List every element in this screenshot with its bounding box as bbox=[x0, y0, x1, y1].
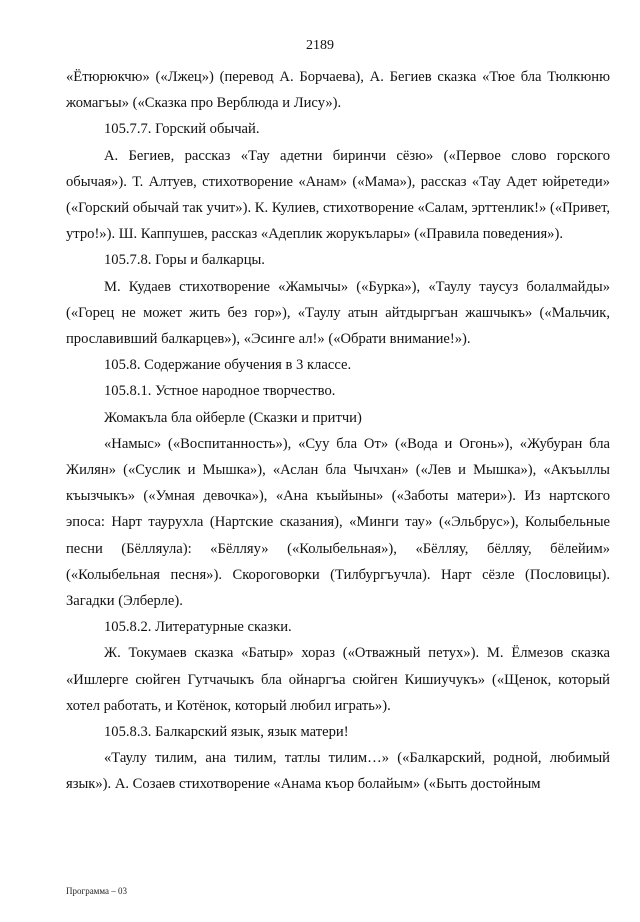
section-heading-105-8-2: 105.8.2. Литературные сказки. bbox=[104, 619, 292, 636]
page-footer: Программа – 03 bbox=[66, 886, 128, 896]
document-body bbox=[66, 64, 610, 798]
subheading-skazki-i-pritchi: Жомакъла бла ойберле (Сказки и притчи) bbox=[104, 409, 362, 426]
paragraph-gorskiy-obychay: А. Бегиев, рассказ «Тау адетни биринчи сёзю» («Первое слово горского обычая»). Т. Алтуев, стихотворение «Анам» («Мама»), рассказ «Тау Адет юйретеди» («Горский обычай так учит»). К. Кулиев, стихотворение «Салам, эрттенлик!» («Привет, утро!»). Ш. Каппушев, рассказ «Адеплик жорукълары» («Правила поведения»). bbox=[66, 147, 610, 243]
section-heading-105-8: 105.8. Содержание обучения в 3 классе. bbox=[104, 357, 352, 374]
paragraph-literary-tales: Ж. Токумаев сказка «Батыр» хораз («Отважный петух»). М. Ёлмезов сказка «Ишлерге сюйген Гутчачыкъ бла ойнаргъа сюйген Кишиучукъ» («Щенок, который хотел работать, и Котёнок, который любил играть»). bbox=[66, 645, 610, 714]
paragraph-continuation: «Ётюрюкчю» («Лжец») (перевод А. Борчаева), А. Бегиев сказка «Тюе бла Тюлкюню жомагъы» («Сказка про Верблюда и Лису»). bbox=[66, 69, 610, 112]
section-heading-105-7-8: 105.7.8. Горы и балкарцы. bbox=[104, 252, 265, 269]
paragraph-native-language: «Таулу тилим, ана тилим, татлы тилим…» («Балкарский, родной, любимый язык»). А. Созаев стихотворение «Анама къор болайым» («Быть достойным bbox=[66, 750, 610, 793]
paragraph-gory-i-balkartsy: М. Кудаев стихотворение «Жамычы» («Бурка»), «Таулу таусуз болалмайды» («Горец не может жить без гор»), «Таулу атын айтдыргъан жашчыкъ» («Мальчик, прославивший балкарцев»), «Эсинге ал!» («Обрати внимание!»). bbox=[66, 278, 610, 348]
section-heading-105-8-1: 105.8.1. Устное народное творчество. bbox=[104, 383, 336, 400]
paragraph-folk-works: «Намыс» («Воспитанность»), «Суу бла От» («Вода и Огонь»), «Жубуран бла Жилян» («Суслик и Мышка»), «Аслан бла Чычхан» («Лев и Мышка»), «Акъыллы къызчыкъ» («Умная девочка»), «Ана къыйыны» («Заботы матери»). Из нартского эпоса: Нарт таурухла (Нартские сказания), «Минги тау» («Эльбрус»), Колыбельные песни (Бёлляула): «Бёлляу» («Колыбельная»), «Бёлляу, бёлляу, бёлейим» («Колыбельная песня»). Скороговорки (Тилбургъучла). Нарт сёзле (Пословицы). Загадки (Элберле). bbox=[66, 435, 610, 610]
page-number: 2189 bbox=[306, 38, 334, 53]
section-heading-105-8-3: 105.8.3. Балкарский язык, язык матери! bbox=[104, 724, 349, 741]
section-heading-105-7-7: 105.7.7. Горский обычай. bbox=[104, 121, 260, 138]
